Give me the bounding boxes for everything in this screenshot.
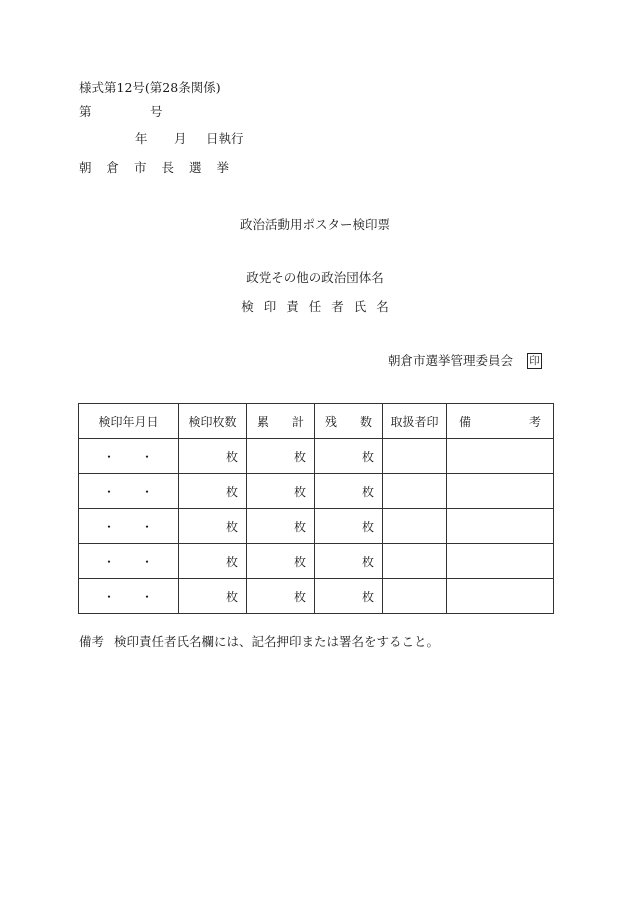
col-header-count: 検印枚数 bbox=[179, 404, 247, 439]
cell-date[interactable]: ・・ bbox=[79, 579, 179, 614]
cell-total[interactable]: 枚 bbox=[247, 439, 315, 474]
cell-handler[interactable] bbox=[383, 474, 447, 509]
col-header-total-b: 計 bbox=[291, 414, 304, 429]
col-header-total bbox=[247, 404, 315, 439]
cell-remaining[interactable]: 枚 bbox=[315, 579, 383, 614]
cell-handler[interactable] bbox=[383, 579, 447, 614]
cell-remarks[interactable] bbox=[447, 439, 554, 474]
footnote bbox=[79, 636, 439, 649]
cell-date[interactable]: ・・ bbox=[79, 439, 179, 474]
cell-handler[interactable] bbox=[383, 439, 447, 474]
footnote-text: 検印責任者氏名欄には、記名押印または署名をすること。 bbox=[114, 634, 440, 649]
col-header-remarks-a: 備 bbox=[459, 414, 472, 429]
cell-remarks[interactable] bbox=[447, 544, 554, 579]
stamp-ledger-table bbox=[78, 403, 554, 614]
cell-remarks[interactable] bbox=[447, 509, 554, 544]
cell-date[interactable]: ・・ bbox=[79, 544, 179, 579]
cell-count[interactable]: 枚 bbox=[179, 509, 247, 544]
table-row bbox=[79, 579, 554, 614]
cell-total[interactable]: 枚 bbox=[247, 509, 315, 544]
col-header-remaining-a: 残 bbox=[325, 414, 338, 429]
exec-day-label: 日執行 bbox=[206, 131, 244, 146]
document-title: 政治活動用ポスター検印票 bbox=[239, 217, 390, 232]
col-header-date: 検印年月日 bbox=[79, 404, 179, 439]
cell-date[interactable]: ・・ bbox=[79, 509, 179, 544]
seal-mark: 印 bbox=[527, 353, 542, 369]
cell-remaining[interactable]: 枚 bbox=[315, 509, 383, 544]
cell-count[interactable]: 枚 bbox=[179, 579, 247, 614]
cell-handler[interactable] bbox=[383, 509, 447, 544]
exec-month-label: 月 bbox=[174, 131, 187, 146]
cell-handler[interactable] bbox=[383, 544, 447, 579]
cell-total[interactable]: 枚 bbox=[247, 474, 315, 509]
table-row bbox=[79, 544, 554, 579]
col-header-remaining bbox=[315, 404, 383, 439]
issue-number-suffix: 号 bbox=[150, 104, 163, 119]
cell-total[interactable]: 枚 bbox=[247, 579, 315, 614]
table-row bbox=[79, 509, 554, 544]
party-name-label: 政党その他の政治団体名 bbox=[246, 270, 384, 285]
table-row bbox=[79, 474, 554, 509]
col-header-remarks-b: 考 bbox=[528, 414, 541, 429]
table-row bbox=[79, 439, 554, 474]
committee-name: 朝倉市選挙管理委員会 bbox=[388, 353, 514, 368]
col-header-remarks bbox=[447, 404, 554, 439]
election-name: 朝倉市長選挙 bbox=[79, 160, 245, 175]
cell-count[interactable]: 枚 bbox=[179, 474, 247, 509]
exec-year-label: 年 bbox=[135, 131, 148, 146]
cell-remaining[interactable]: 枚 bbox=[315, 474, 383, 509]
issue-number-prefix: 第 bbox=[79, 104, 92, 119]
cell-count[interactable]: 枚 bbox=[179, 439, 247, 474]
footnote-label: 備考 bbox=[79, 634, 105, 649]
form-number: 様式第12号(第28条関係) bbox=[79, 80, 221, 95]
cell-date[interactable]: ・・ bbox=[79, 474, 179, 509]
col-header-remaining-b: 数 bbox=[359, 414, 372, 429]
cell-count[interactable]: 枚 bbox=[179, 544, 247, 579]
cell-remaining[interactable]: 枚 bbox=[315, 544, 383, 579]
cell-total[interactable]: 枚 bbox=[247, 544, 315, 579]
cell-remarks[interactable] bbox=[447, 474, 554, 509]
cell-remaining[interactable]: 枚 bbox=[315, 439, 383, 474]
col-header-total-a: 累 bbox=[257, 414, 270, 429]
cell-remarks[interactable] bbox=[447, 579, 554, 614]
table-header-row bbox=[79, 404, 554, 439]
col-header-handler: 取扱者印 bbox=[383, 404, 447, 439]
stamper-name-label: 検印責任者氏名 bbox=[241, 299, 399, 314]
